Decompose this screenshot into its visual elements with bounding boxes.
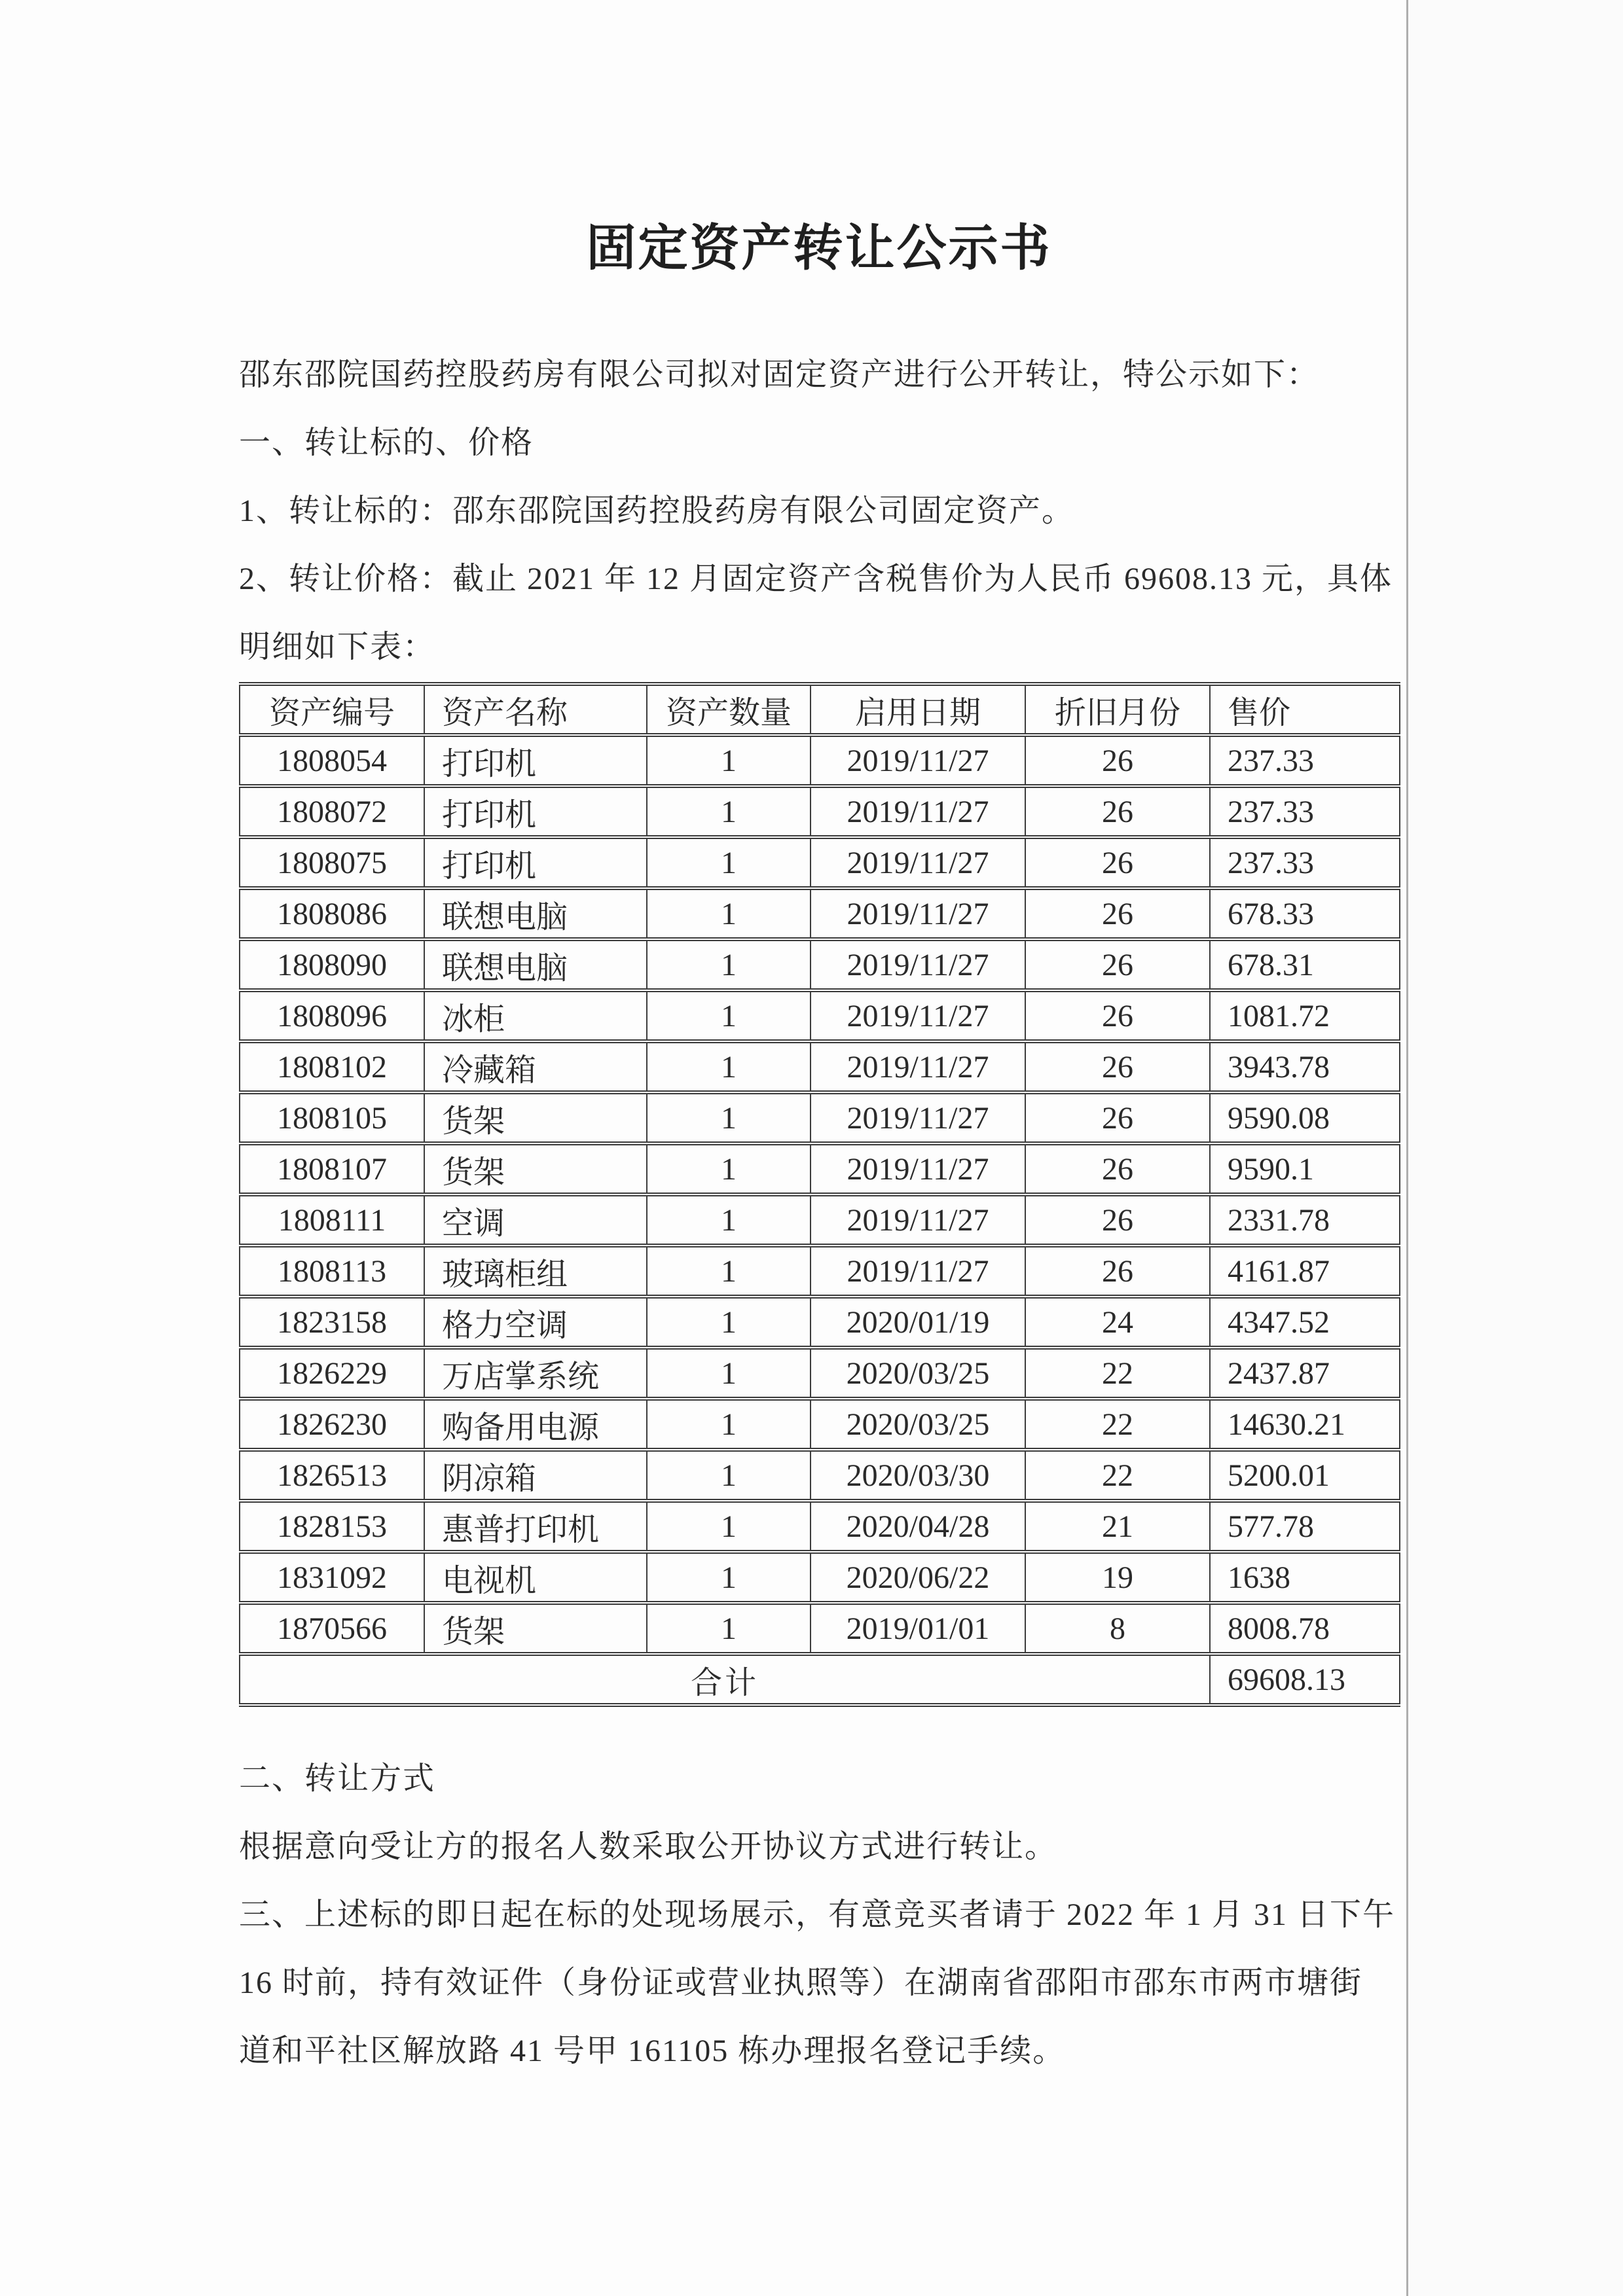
cell-asset-id: 1826513: [240, 1450, 424, 1501]
scan-right-margin-strip: [1408, 0, 1623, 2296]
cell-sale-price: 577.78: [1210, 1501, 1400, 1552]
cell-asset-name: 打印机: [424, 735, 647, 786]
header-asset-name: 资产名称: [424, 684, 647, 735]
cell-asset-id: 1808090: [240, 939, 424, 990]
cell-depr-months: 8: [1025, 1603, 1210, 1654]
cell-asset-qty: 1: [647, 1450, 811, 1501]
cell-asset-qty: 1: [647, 1092, 811, 1143]
cell-start-date: 2019/11/27: [811, 786, 1025, 837]
cell-asset-id: 1808075: [240, 837, 424, 888]
table-row: [240, 837, 1400, 888]
paragraph-line: 邵东邵院国药控股药房有限公司拟对固定资产进行公开转让，特公示如下：: [239, 357, 1320, 392]
cell-asset-id: 1826230: [240, 1399, 424, 1450]
header-start-date: 启用日期: [811, 684, 1025, 735]
cell-start-date: 2019/11/27: [811, 735, 1025, 786]
table-row: [240, 1041, 1400, 1092]
cell-start-date: 2019/11/27: [811, 837, 1025, 888]
table-row: [240, 735, 1400, 786]
cell-sale-price: 4161.87: [1210, 1246, 1400, 1297]
cell-sale-price: 237.33: [1210, 837, 1400, 888]
cell-asset-name: 万店掌系统: [424, 1348, 647, 1399]
cell-start-date: 2020/01/19: [811, 1297, 1025, 1348]
document-title: 固定资产转让公示书: [586, 221, 1052, 276]
cell-asset-name: 惠普打印机: [424, 1501, 647, 1552]
cell-start-date: 2019/01/01: [811, 1603, 1025, 1654]
cell-sale-price: 9590.08: [1210, 1092, 1400, 1143]
cell-asset-name: 联想电脑: [424, 939, 647, 990]
cell-asset-name: 电视机: [424, 1552, 647, 1603]
table-row: [240, 939, 1400, 990]
cell-start-date: 2020/03/30: [811, 1450, 1025, 1501]
cell-asset-name: 冷藏箱: [424, 1041, 647, 1092]
cell-depr-months: 24: [1025, 1297, 1210, 1348]
cell-sale-price: 2331.78: [1210, 1194, 1400, 1246]
cell-asset-name: 玻璃柜组: [424, 1246, 647, 1297]
cell-sale-price: 237.33: [1210, 786, 1400, 837]
cell-asset-qty: 1: [647, 1603, 811, 1654]
cell-depr-months: 21: [1025, 1501, 1210, 1552]
cell-sale-price: 1638: [1210, 1552, 1400, 1603]
cell-sale-price: 678.33: [1210, 888, 1400, 939]
cell-asset-name: 购备用电源: [424, 1399, 647, 1450]
paragraph-line: 道和平社区解放路 41 号甲 161105 栋办理报名登记手续。: [239, 2034, 1066, 2068]
paragraph-line: 明细如下表：: [239, 630, 436, 664]
cell-asset-id: 1826229: [240, 1348, 424, 1399]
cell-asset-qty: 1: [647, 735, 811, 786]
cell-depr-months: 22: [1025, 1450, 1210, 1501]
paragraph-line: 根据意向受让方的报名人数采取公开协议方式进行转让。: [239, 1829, 1058, 1864]
paragraph-line: 三、上述标的即日起在标的处现场展示，有意竞买者请于 2022 年 1 月 31 日下午: [239, 1897, 1396, 1932]
cell-depr-months: 26: [1025, 1194, 1210, 1246]
cell-asset-qty: 1: [647, 1501, 811, 1552]
cell-asset-qty: 1: [647, 1041, 811, 1092]
table-row: [240, 1348, 1400, 1399]
header-sale-price: 售价: [1210, 684, 1400, 735]
cell-depr-months: 26: [1025, 1092, 1210, 1143]
cell-depr-months: 26: [1025, 786, 1210, 837]
table-row: [240, 1603, 1400, 1654]
paragraph-line: 一、转让标的、价格: [239, 425, 534, 460]
cell-sale-price: 9590.1: [1210, 1143, 1400, 1194]
cell-depr-months: 19: [1025, 1552, 1210, 1603]
cell-asset-id: 1808102: [240, 1041, 424, 1092]
cell-asset-qty: 1: [647, 837, 811, 888]
cell-asset-qty: 1: [647, 1552, 811, 1603]
cell-asset-name: 货架: [424, 1603, 647, 1654]
table-row: [240, 1092, 1400, 1143]
page-scan-edge-line: [1406, 0, 1408, 2296]
cell-depr-months: 26: [1025, 1246, 1210, 1297]
cell-sale-price: 678.31: [1210, 939, 1400, 990]
table-row: [240, 1501, 1400, 1552]
cell-start-date: 2019/11/27: [811, 1246, 1025, 1297]
table-row: [240, 888, 1400, 939]
cell-sale-price: 2437.87: [1210, 1348, 1400, 1399]
cell-asset-qty: 1: [647, 1194, 811, 1246]
cell-start-date: 2019/11/27: [811, 990, 1025, 1041]
cell-asset-id: 1870566: [240, 1603, 424, 1654]
cell-asset-qty: 1: [647, 990, 811, 1041]
cell-asset-id: 1823158: [240, 1297, 424, 1348]
paragraph-line: 2、转让价格：截止 2021 年 12 月固定资产含税售价为人民币 69608.13 元，具体: [239, 562, 1393, 596]
cell-asset-id: 1808086: [240, 888, 424, 939]
cell-asset-id: 1808072: [240, 786, 424, 837]
cell-sale-price: 14630.21: [1210, 1399, 1400, 1450]
footer-paragraphs: [239, 1745, 1399, 2085]
cell-sale-price: 237.33: [1210, 735, 1400, 786]
cell-start-date: 2020/03/25: [811, 1399, 1025, 1450]
cell-asset-name: 联想电脑: [424, 888, 647, 939]
cell-start-date: 2019/11/27: [811, 1092, 1025, 1143]
paragraph-line: 1、转让标的：邵东邵院国药控股药房有限公司固定资产。: [239, 493, 1075, 528]
cell-asset-id: 1808113: [240, 1246, 424, 1297]
table-row: [240, 990, 1400, 1041]
cell-depr-months: 22: [1025, 1348, 1210, 1399]
cell-depr-months: 26: [1025, 837, 1210, 888]
cell-sale-price: 3943.78: [1210, 1041, 1400, 1092]
table-row: [240, 1552, 1400, 1603]
paragraph-line: 二、转让方式: [239, 1761, 436, 1796]
cell-asset-qty: 1: [647, 1399, 811, 1450]
cell-asset-id: 1808111: [240, 1194, 424, 1246]
cell-start-date: 2019/11/27: [811, 1194, 1025, 1246]
cell-asset-id: 1828153: [240, 1501, 424, 1552]
cell-asset-name: 货架: [424, 1143, 647, 1194]
cell-asset-id: 1808096: [240, 990, 424, 1041]
intro-paragraphs: [239, 341, 1399, 681]
table-total-row: [240, 1654, 1400, 1705]
table-row: [240, 1143, 1400, 1194]
cell-depr-months: 26: [1025, 1041, 1210, 1092]
cell-asset-qty: 1: [647, 1348, 811, 1399]
table-row: [240, 1194, 1400, 1246]
cell-asset-name: 货架: [424, 1092, 647, 1143]
cell-depr-months: 26: [1025, 990, 1210, 1041]
cell-depr-months: 26: [1025, 939, 1210, 990]
cell-asset-qty: 1: [647, 786, 811, 837]
cell-asset-name: 格力空调: [424, 1297, 647, 1348]
cell-asset-id: 1808107: [240, 1143, 424, 1194]
cell-asset-id: 1831092: [240, 1552, 424, 1603]
cell-asset-name: 冰柜: [424, 990, 647, 1041]
table-row: [240, 1297, 1400, 1348]
header-depr-months: 折旧月份: [1025, 684, 1210, 735]
cell-asset-id: 1808105: [240, 1092, 424, 1143]
cell-start-date: 2020/03/25: [811, 1348, 1025, 1399]
cell-asset-name: 打印机: [424, 837, 647, 888]
cell-sale-price: 4347.52: [1210, 1297, 1400, 1348]
cell-sale-price: 5200.01: [1210, 1450, 1400, 1501]
cell-asset-qty: 1: [647, 1297, 811, 1348]
cell-start-date: 2019/11/27: [811, 888, 1025, 939]
cell-asset-name: 打印机: [424, 786, 647, 837]
cell-depr-months: 26: [1025, 888, 1210, 939]
table-row: [240, 1450, 1400, 1501]
header-asset-qty: 资产数量: [647, 684, 811, 735]
cell-depr-months: 22: [1025, 1399, 1210, 1450]
paragraph-line: 16 时前，持有效证件（身份证或营业执照等）在湖南省邵阳市邵东市两市塘街: [239, 1965, 1363, 2000]
cell-asset-qty: 1: [647, 939, 811, 990]
cell-start-date: 2020/06/22: [811, 1552, 1025, 1603]
total-value-cell: 69608.13: [1210, 1654, 1400, 1705]
table-row: [240, 1246, 1400, 1297]
cell-start-date: 2019/11/27: [811, 1143, 1025, 1194]
cell-depr-months: 26: [1025, 735, 1210, 786]
cell-asset-id: 1808054: [240, 735, 424, 786]
assets-table-body: [240, 735, 1400, 1654]
cell-sale-price: 8008.78: [1210, 1603, 1400, 1654]
cell-sale-price: 1081.72: [1210, 990, 1400, 1041]
cell-asset-qty: 1: [647, 1143, 811, 1194]
cell-start-date: 2019/11/27: [811, 1041, 1025, 1092]
total-label-cell: 合计: [240, 1654, 1210, 1705]
header-asset-id: 资产编号: [240, 684, 424, 735]
cell-asset-qty: 1: [647, 888, 811, 939]
cell-asset-name: 阴凉箱: [424, 1450, 647, 1501]
assets-table: [239, 682, 1400, 1707]
table-header-row: [240, 684, 1400, 735]
cell-start-date: 2020/04/28: [811, 1501, 1025, 1552]
table-row: [240, 786, 1400, 837]
cell-depr-months: 26: [1025, 1143, 1210, 1194]
cell-start-date: 2019/11/27: [811, 939, 1025, 990]
cell-asset-qty: 1: [647, 1246, 811, 1297]
table-row: [240, 1399, 1400, 1450]
cell-asset-name: 空调: [424, 1194, 647, 1246]
assets-table-wrap: [239, 682, 1399, 1707]
